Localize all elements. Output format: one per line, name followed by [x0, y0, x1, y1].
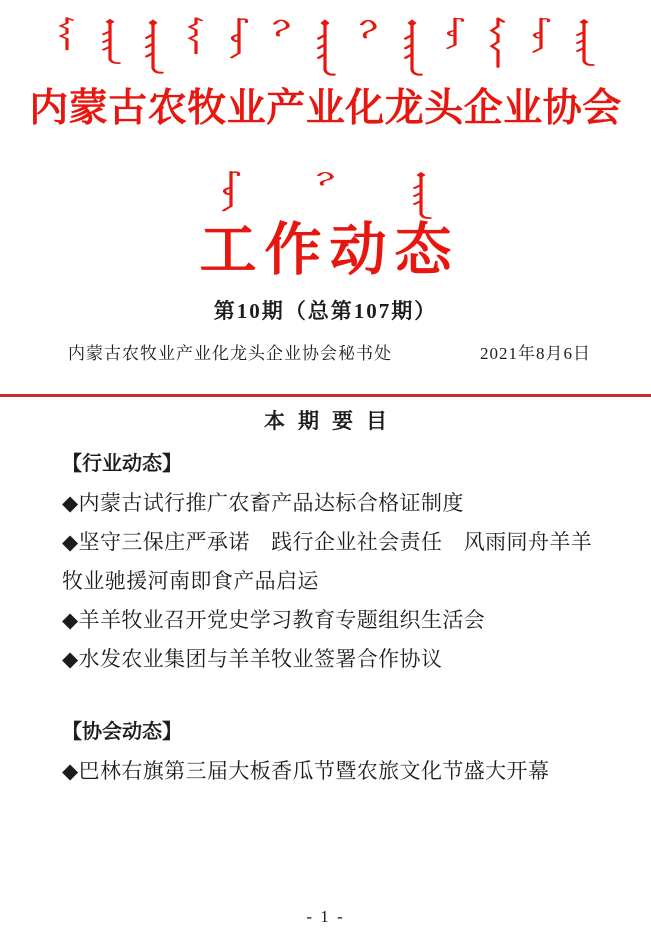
mongolian-script-glyph	[185, 17, 207, 55]
toc-item: ◆巴林右旗第三届大板香瓜节暨农旅文化节盛大开幕	[62, 758, 550, 783]
mongolian-script-glyph	[99, 17, 121, 65]
mongolian-script-glyph	[220, 170, 242, 214]
mongolian-script-glyph	[401, 17, 423, 77]
mongolian-script-glyph	[56, 17, 78, 51]
section-title-industry: 【行业动态】	[62, 452, 182, 475]
mongolian-script-glyph	[314, 17, 336, 77]
page-number: - 1 -	[306, 907, 345, 926]
publisher-name: 内蒙古农牧业产业化龙头企业协会秘书处	[68, 343, 392, 363]
mongolian-script-row-middle	[220, 170, 432, 222]
bulletin-title: 工作动态	[199, 218, 460, 282]
issue-number: 第10期（总第107期）	[213, 298, 438, 323]
publisher-row	[68, 339, 591, 364]
mongolian-script-row-top	[56, 17, 596, 79]
mongolian-script-glyph	[228, 17, 250, 61]
publish-date: 2021年8月6日	[480, 343, 591, 363]
mongolian-script-glyph	[315, 170, 337, 186]
toc-heading: 本期要目	[264, 409, 400, 433]
toc-item: ◆坚守三保庄严承诺 践行企业社会责任 风雨同舟羊羊牧业驰援河南即食产品启运	[62, 529, 593, 593]
mongolian-script-glyph	[410, 170, 432, 220]
mongolian-script-glyph	[487, 17, 509, 69]
section-title-association: 【协会动态】	[62, 720, 182, 743]
mongolian-script-glyph	[142, 17, 164, 75]
mongolian-script-glyph	[530, 17, 552, 55]
mongolian-script-glyph	[444, 17, 466, 51]
red-divider-rule	[0, 394, 651, 397]
toc-item: ◆羊羊牧业召开党史学习教育专题组织生活会	[62, 607, 486, 632]
mongolian-script-glyph	[358, 17, 380, 39]
toc-item: ◆水发农业集团与羊羊牧业签署合作协议	[62, 646, 443, 671]
toc-item: ◆内蒙古试行推广农畜产品达标合格证制度	[62, 490, 464, 515]
mongolian-script-glyph	[271, 17, 293, 37]
org-name-title: 内蒙古农牧业产业化龙头企业协会	[29, 87, 622, 130]
mongolian-script-glyph	[573, 17, 595, 67]
toc-list	[62, 445, 599, 791]
